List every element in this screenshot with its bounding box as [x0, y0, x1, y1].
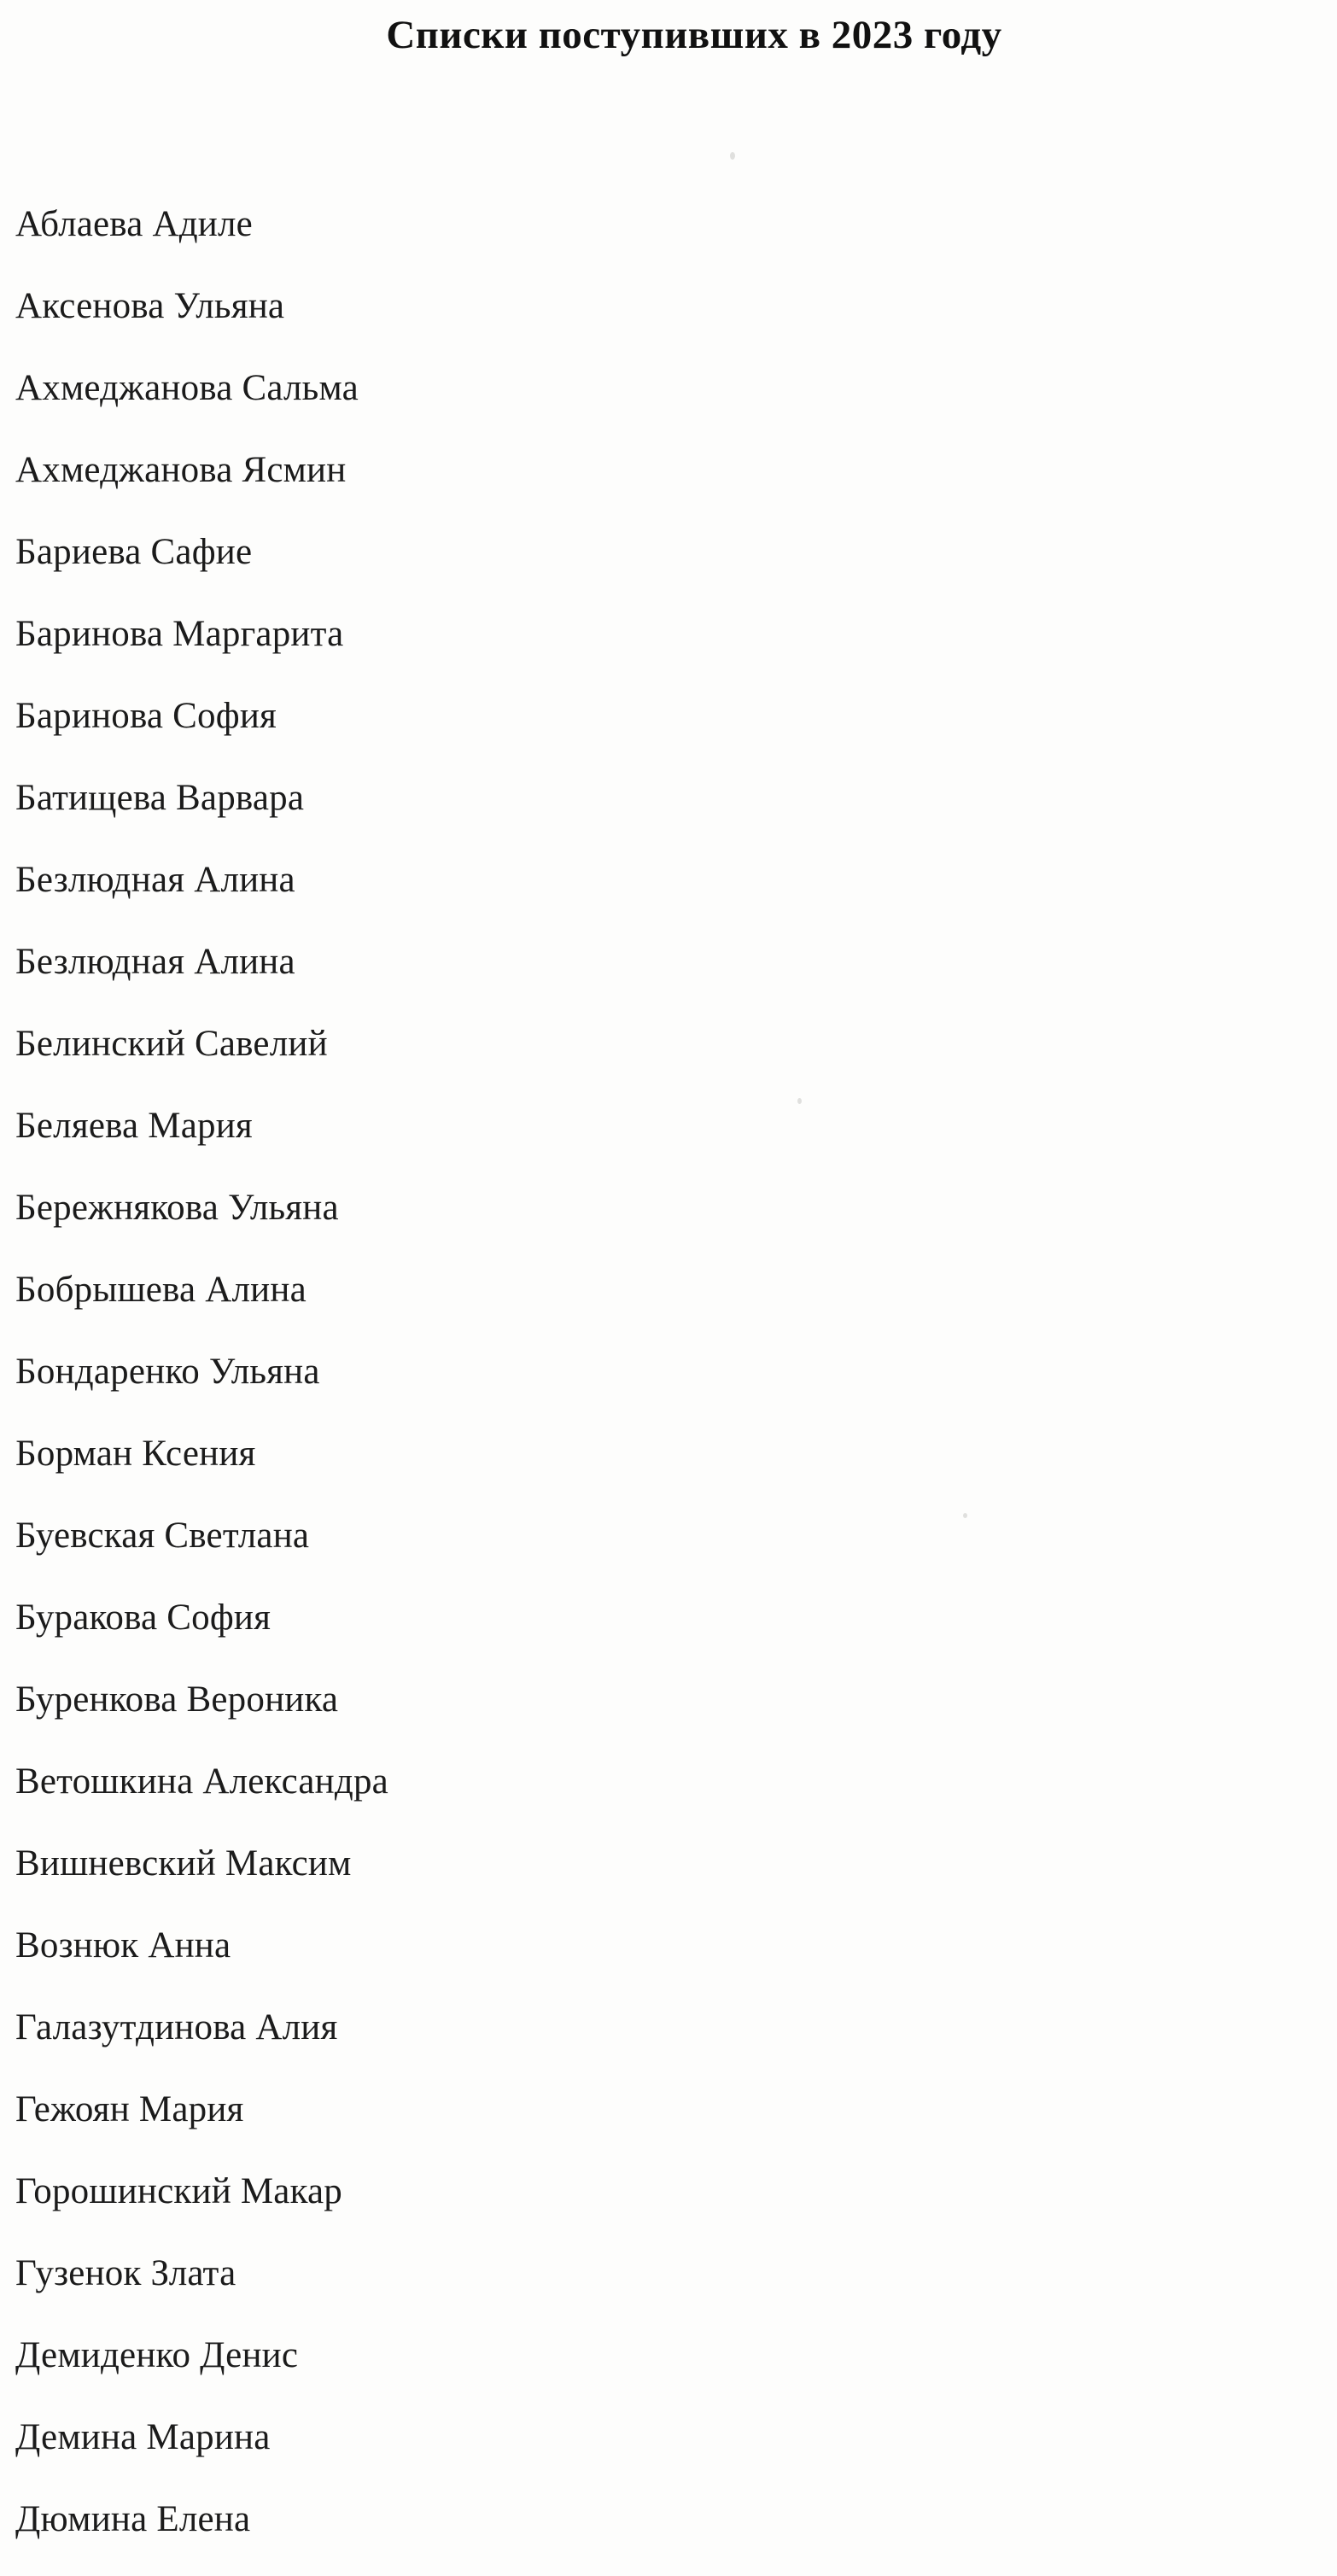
list-item: Горошинский Макар: [15, 2171, 343, 2211]
list-item: Баринова София: [15, 696, 277, 736]
list-item: Буренкова Вероника: [15, 1679, 339, 1720]
list-item: Батищева Варвара: [15, 778, 305, 818]
list-item: Бобрышева Алина: [15, 1270, 307, 1310]
list-item: Борман Ксения: [15, 1434, 256, 1474]
list-item: Белинский Савелий: [15, 1024, 328, 1064]
list-item: Безлюдная Алина: [15, 942, 295, 982]
list-item: Буевская Светлана: [15, 1516, 310, 1556]
list-item: Ахмеджанова Сальма: [15, 368, 359, 408]
list-item: Бережнякова Ульяна: [15, 1188, 339, 1228]
list-item: Беляева Мария: [15, 1106, 253, 1146]
list-item: Вознюк Анна: [15, 1925, 231, 1966]
list-item: Ветошкина Александра: [15, 1761, 388, 1802]
list-item: Дюмина Елена: [15, 2499, 251, 2539]
list-item: Аблаева Адиле: [15, 204, 253, 244]
list-item: Вишневский Максим: [15, 1843, 352, 1884]
list-item: Бариева Сафие: [15, 532, 253, 572]
list-item: Демиденко Денис: [15, 2335, 299, 2375]
page-title: Списки поступивших в 2023 году: [386, 13, 1002, 57]
list-item: Ахмеджанова Ясмин: [15, 450, 347, 490]
list-item: Гузенок Злата: [15, 2253, 236, 2293]
list-item: Буракова София: [15, 1598, 271, 1638]
list-item: Бондаренко Ульяна: [15, 1352, 320, 1392]
list-item: Галазутдинова Алия: [15, 2007, 338, 2047]
list-item: Гежоян Мария: [15, 2089, 244, 2129]
scan-speck: [730, 152, 735, 160]
list-item: Баринова Маргарита: [15, 614, 344, 654]
list-item: Демина Марина: [15, 2417, 271, 2457]
list-item: Аксенова Ульяна: [15, 286, 285, 326]
admitted-names-list: [15, 184, 1337, 2561]
list-item: Безлюдная Алина: [15, 860, 295, 900]
